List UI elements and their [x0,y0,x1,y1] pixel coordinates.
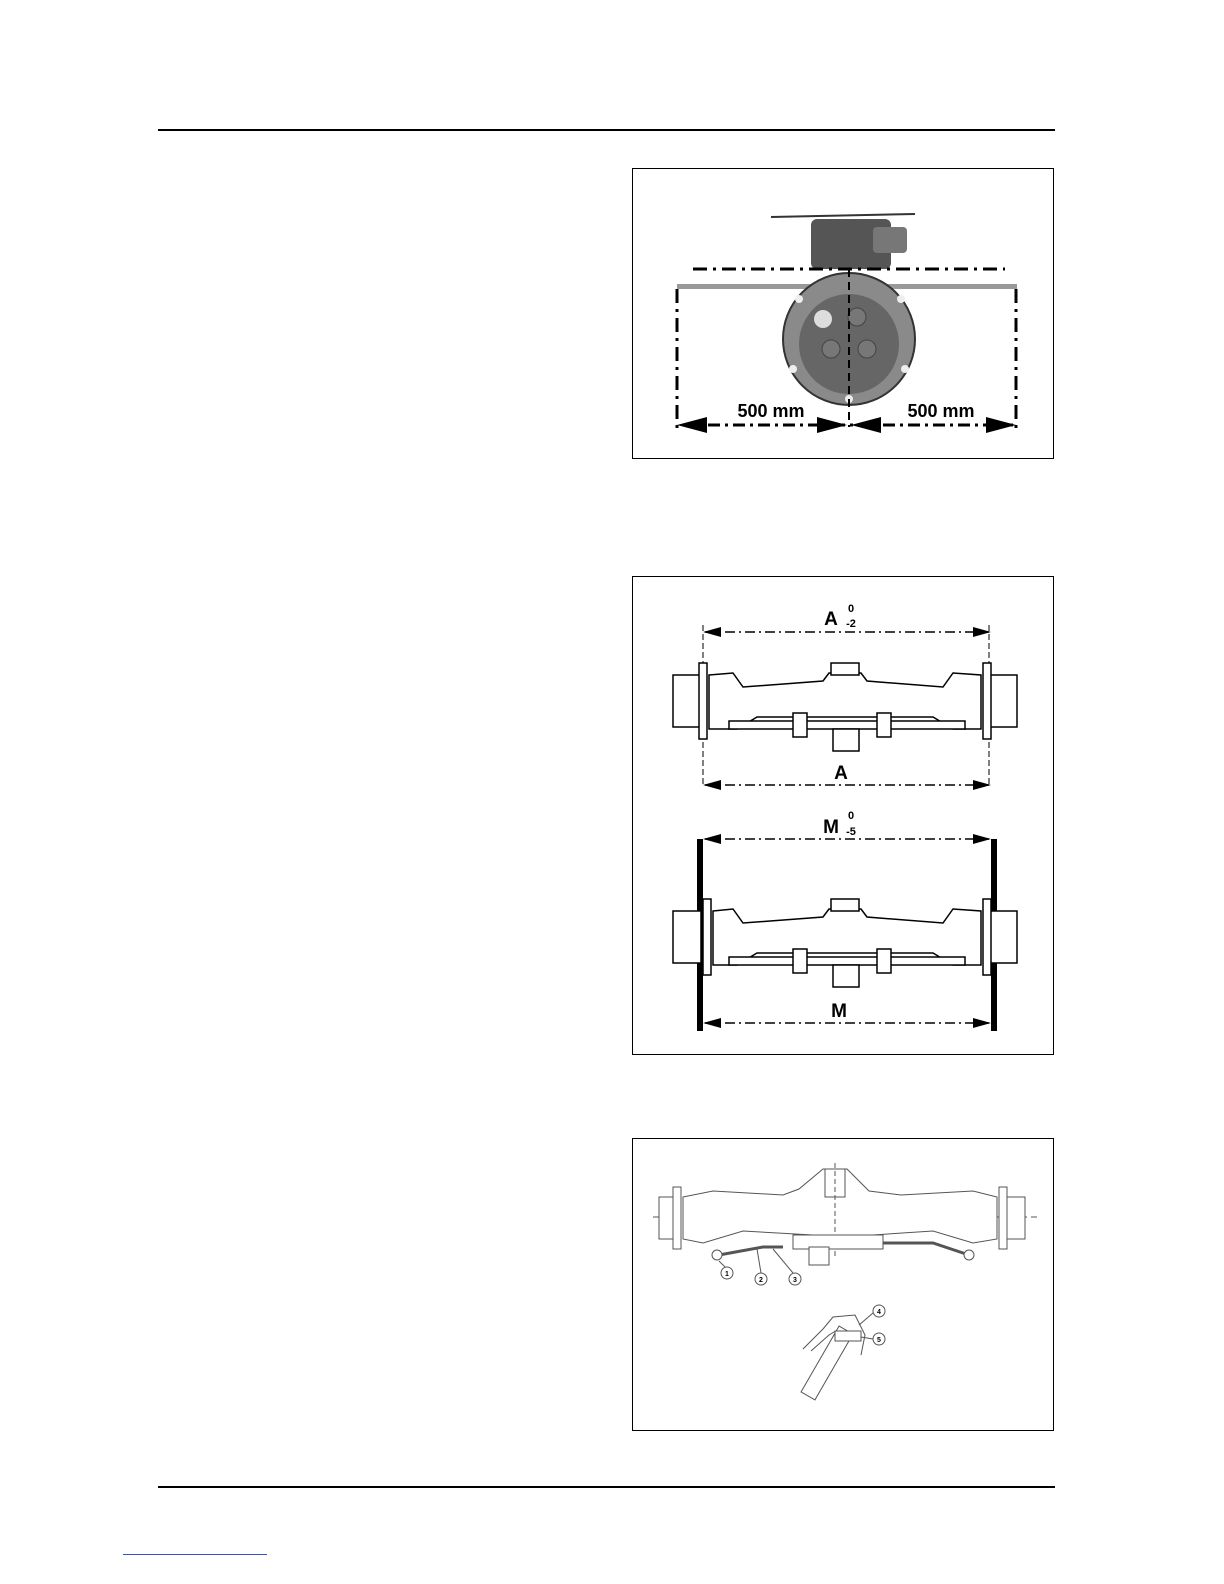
svg-text:-2: -2 [846,618,856,630]
dimension-m-label: M [823,817,839,838]
right-dimension-label: 500 mm [907,401,975,421]
figure-axle-width [632,576,1054,1055]
axle-with-plates-view [673,899,1017,987]
svg-text:0: 0 [847,810,855,822]
header-rule [158,129,1055,131]
figure-steering-linkage [632,1138,1054,1431]
dimension-a-bottom-label: A [834,763,848,784]
callout-2: 2 [759,1277,763,1284]
detail-view [801,1315,865,1400]
axle-assembly [653,1163,1037,1265]
axle-top-view [673,663,1017,751]
callout-1: 1 [725,1271,729,1278]
footer-rule [158,1486,1055,1488]
dimension-m-bottom-label: M [831,1001,847,1022]
figure-hub-measurement [632,168,1054,459]
hub-diagram [633,169,1053,458]
callout-4: 4 [877,1309,881,1316]
axle-width-diagram [633,577,1053,1054]
footer-link-underline[interactable] [123,1554,267,1555]
callout-3: 3 [793,1277,797,1284]
svg-text:-5: -5 [846,826,856,838]
svg-text:0: 0 [847,603,855,615]
dimension-a-label: A [824,609,838,630]
left-dimension-label: 500 mm [737,401,805,421]
steering-linkage-diagram [633,1139,1053,1430]
callout-5: 5 [877,1337,881,1344]
